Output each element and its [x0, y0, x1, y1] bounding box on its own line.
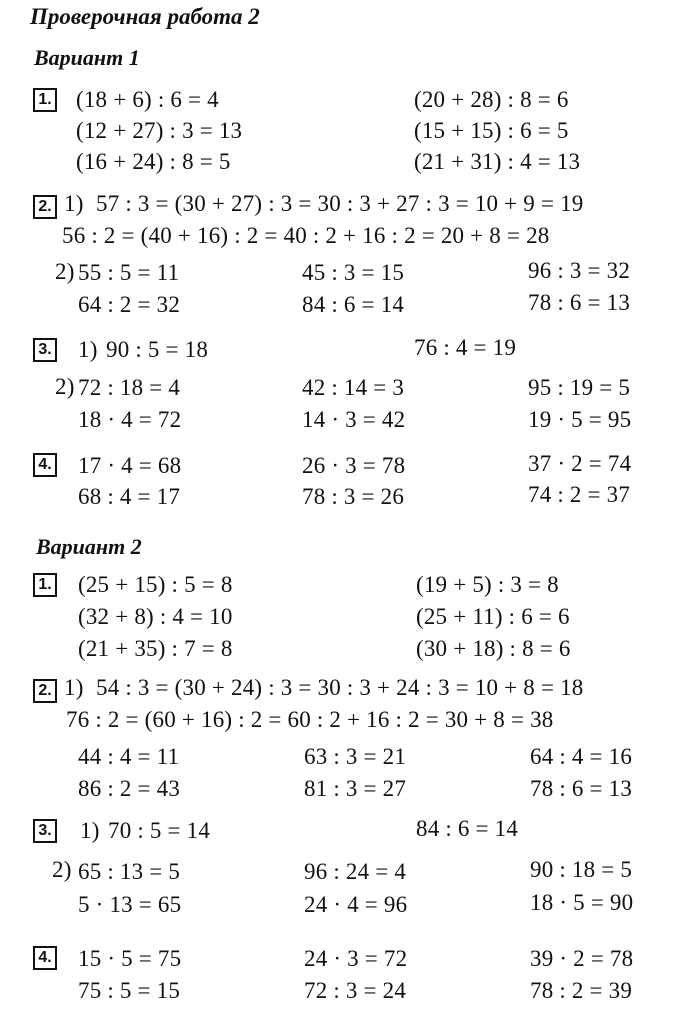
v1-t1-right-1: (20 + 28) : 8 = 6 — [414, 87, 569, 112]
v2-t2-r2c3: 78 : 6 = 13 — [530, 776, 633, 801]
v1-task3-number: 3. — [33, 338, 57, 362]
v1-t2-line-2: 56 : 2 = (40 + 16) : 2 = 40 : 2 + 16 : 2 = 20 + 8 = 28 — [62, 223, 550, 248]
v1-t2-r2c3: 78 : 6 = 13 — [528, 290, 631, 315]
v2-t1-left-2: (32 + 8) : 4 = 10 — [78, 604, 233, 629]
v1-t3-part1-label: 1) — [78, 337, 98, 362]
v2-t3-r2c2: 24 · 4 = 96 — [304, 892, 408, 917]
v2-t4-r1c3: 39 · 2 = 78 — [530, 946, 634, 971]
v1-t1-left-1: (18 + 6) : 6 = 4 — [76, 87, 219, 112]
v2-task3-number: 3. — [33, 819, 57, 843]
v2-t4-r2c3: 78 : 2 = 39 — [530, 978, 633, 1003]
v2-t1-left-1: (25 + 15) : 5 = 8 — [78, 572, 233, 597]
v2-t3-r1c1: 65 : 13 = 5 — [78, 859, 181, 884]
v2-t2-line-2: 76 : 2 = (60 + 16) : 2 = 60 : 2 + 16 : 2 = 30 + 8 = 38 — [66, 707, 554, 732]
v2-t1-right-2: (25 + 11) : 6 = 6 — [416, 604, 570, 629]
v2-t4-r1c1: 15 · 5 = 75 — [78, 946, 182, 971]
v2-t3-p1-b: 84 : 6 = 14 — [416, 816, 519, 841]
v2-t3-r1c2: 96 : 24 = 4 — [304, 859, 407, 884]
v2-t3-p1-a: 70 : 5 = 14 — [108, 818, 211, 843]
v2-t2-r1c3: 64 : 4 = 16 — [530, 744, 633, 769]
v1-t3-p1-b: 76 : 4 = 19 — [414, 335, 517, 360]
v1-t4-r2c2: 78 : 3 = 26 — [302, 484, 405, 509]
v1-task4-number: 4. — [33, 453, 57, 477]
v1-t2-r1c2: 45 : 3 = 15 — [302, 260, 405, 285]
v1-t2-line-1: 57 : 3 = (30 + 27) : 3 = 30 : 3 + 27 : 3 = 10 + 9 = 19 — [96, 191, 584, 216]
v2-task1-number: 1. — [33, 573, 57, 597]
v2-t2-r1c2: 63 : 3 = 21 — [304, 744, 407, 769]
v2-t2-r1c1: 44 : 4 = 11 — [78, 744, 180, 769]
v1-t4-r2c1: 68 : 4 = 17 — [78, 484, 181, 509]
v2-t1-right-1: (19 + 5) : 3 = 8 — [416, 572, 559, 597]
v1-t2-part1-label: 1) — [64, 191, 84, 216]
v1-t1-right-2: (15 + 15) : 6 = 5 — [414, 118, 569, 143]
v2-t4-r2c2: 72 : 3 = 24 — [304, 978, 407, 1003]
v2-t2-r2c2: 81 : 3 = 27 — [304, 776, 407, 801]
page-title: Проверочная работа 2 — [30, 4, 260, 29]
v1-t1-left-2: (12 + 27) : 3 = 13 — [76, 118, 243, 143]
v1-t2-r1c3: 96 : 3 = 32 — [528, 258, 631, 283]
v1-t2-r1c1: 55 : 5 = 11 — [78, 260, 180, 285]
v1-t3-r1c1: 72 : 18 = 4 — [78, 375, 181, 400]
v1-t3-r1c2: 42 : 14 = 3 — [302, 375, 405, 400]
v1-t4-r2c3: 74 : 2 = 37 — [528, 482, 631, 507]
v1-t3-r2c2: 14 · 3 = 42 — [302, 407, 406, 432]
v2-t1-right-3: (30 + 18) : 8 = 6 — [416, 636, 571, 661]
v2-t2-part1-label: 1) — [64, 675, 84, 700]
v2-t1-left-3: (21 + 35) : 7 = 8 — [78, 636, 233, 661]
v1-t2-r2c2: 84 : 6 = 14 — [302, 292, 405, 317]
v2-t2-r2c1: 86 : 2 = 43 — [78, 776, 181, 801]
v2-task2-number: 2. — [33, 679, 57, 703]
v2-t2-line-1: 54 : 3 = (30 + 24) : 3 = 30 : 3 + 24 : 3 = 10 + 8 = 18 — [96, 675, 584, 700]
v2-t3-part1-label: 1) — [80, 818, 100, 843]
v2-t4-r1c2: 24 · 3 = 72 — [304, 946, 408, 971]
v1-t4-r1c3: 37 · 2 = 74 — [528, 451, 632, 476]
v1-t4-r1c1: 17 · 4 = 68 — [78, 453, 182, 478]
v1-t4-r1c2: 26 · 3 = 78 — [302, 453, 406, 478]
v2-t3-r2c3: 18 · 5 = 90 — [530, 890, 634, 915]
v1-t3-part2-label: 2) — [55, 374, 75, 399]
v1-t3-r1c3: 95 : 19 = 5 — [528, 375, 631, 400]
v1-t2-part2-label: 2) — [55, 259, 75, 284]
v1-task2-number: 2. — [33, 195, 57, 219]
v1-t3-p1-a: 90 : 5 = 18 — [106, 337, 209, 362]
v1-t3-r2c1: 18 · 4 = 72 — [78, 407, 182, 432]
v1-t1-left-3: (16 + 24) : 8 = 5 — [76, 149, 231, 174]
v2-t3-r2c1: 5 · 13 = 65 — [78, 892, 182, 917]
v2-t3-r1c3: 90 : 18 = 5 — [530, 857, 633, 882]
v1-t2-r2c1: 64 : 2 = 32 — [78, 292, 181, 317]
v2-task4-number: 4. — [33, 946, 57, 970]
v2-t3-part2-label: 2) — [52, 857, 72, 882]
v1-t3-r2c3: 19 · 5 = 95 — [528, 407, 632, 432]
variant-2-heading: Вариант 2 — [36, 534, 142, 559]
variant-1-heading: Вариант 1 — [34, 45, 140, 70]
v1-t1-right-3: (21 + 31) : 4 = 13 — [414, 149, 581, 174]
v1-task1-number: 1. — [33, 88, 57, 112]
v2-t4-r2c1: 75 : 5 = 15 — [78, 978, 181, 1003]
